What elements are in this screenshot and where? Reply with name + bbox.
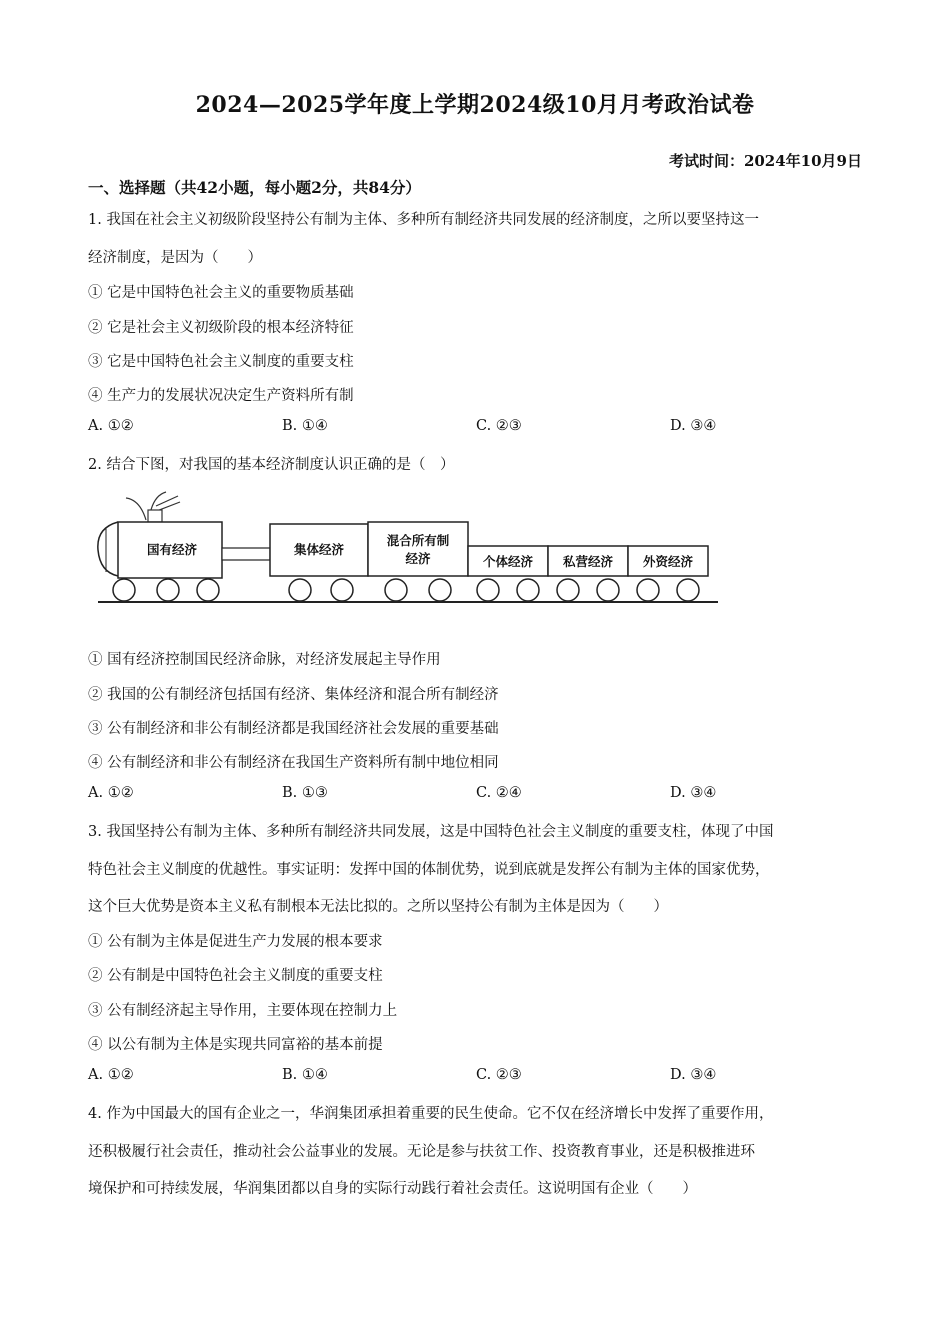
- q1-item: ② 它是社会主义初级阶段的根本经济特征: [88, 320, 354, 336]
- page-title: 2024—2025学年度上学期2024级10月月考政治试卷: [195, 92, 755, 118]
- q2-stem-line: 2. 结合下图，对我国的基本经济制度认识正确的是（ ）: [88, 457, 455, 473]
- option-c[interactable]: C. ②③: [476, 1067, 522, 1083]
- section-title: 一、选择题（共42小题，每小题2分，共84分）: [88, 178, 421, 197]
- car-label-collective: 集体经济: [293, 542, 345, 557]
- q2-item: ④ 公有制经济和非公有制经济在我国生产资料所有制中地位相同: [88, 755, 499, 771]
- q3-stem-line: 特色社会主义制度的优越性。事实证明：发挥中国的体制优势，说到底就是发挥公有制为主体的国家优势，: [88, 862, 770, 878]
- option-d[interactable]: D. ③④: [670, 1067, 717, 1083]
- q4-stem-line: 境保护和可持续发展，华润集团都以自身的实际行动践行着社会责任。这说明国有企业（ ）: [88, 1181, 697, 1197]
- option-b[interactable]: B. ①④: [282, 418, 328, 434]
- q3-stem-line: 这个巨大优势是资本主义私有制根本无法比拟的。之所以坚持公有制为主体是因为（ ）: [88, 899, 668, 915]
- wheels: [113, 579, 699, 601]
- option-b[interactable]: B. ①④: [282, 1067, 328, 1083]
- option-d[interactable]: D. ③④: [670, 785, 717, 801]
- car-label-individual: 个体经济: [482, 554, 534, 569]
- q3-stem-line: 3. 我国坚持公有制为主体、多种所有制经济共同发展，这是中国特色社会主义制度的重要支柱，体现了中国: [88, 824, 774, 840]
- q1-stem-line: 经济制度，是因为（ ）: [88, 250, 262, 266]
- q3-item: ② 公有制是中国特色社会主义制度的重要支柱: [88, 968, 383, 984]
- car-label-private: 私营经济: [562, 554, 614, 569]
- q2-item: ① 国有经济控制国民经济命脉，对经济发展起主导作用: [88, 652, 441, 668]
- car-label-mixed-1: 混合所有制: [386, 533, 450, 548]
- locomotive-front: [98, 522, 118, 576]
- pantograph: [126, 492, 180, 522]
- option-a[interactable]: A. ①②: [88, 1067, 134, 1083]
- q1-item: ④ 生产力的发展状况决定生产资料所有制: [88, 388, 354, 404]
- car-label-state: 国有经济: [146, 542, 198, 557]
- option-c[interactable]: C. ②④: [476, 785, 522, 801]
- q1-item: ① 它是中国特色社会主义的重要物质基础: [88, 285, 354, 301]
- q4-stem-line: 还积极履行社会责任，推动社会公益事业的发展。无论是参与扶贫工作、投资教育事业，还是积极推进环: [88, 1144, 755, 1160]
- q1-item: ③ 它是中国特色社会主义制度的重要支柱: [88, 354, 354, 370]
- car-mixed: [368, 522, 468, 576]
- option-d[interactable]: D. ③④: [670, 418, 717, 434]
- exam-time: 考试时间：2024年10月9日: [668, 152, 862, 170]
- q3-item: ① 公有制为主体是促进生产力发展的根本要求: [88, 934, 383, 950]
- option-c[interactable]: C. ②③: [476, 418, 522, 434]
- option-b[interactable]: B. ①③: [282, 785, 328, 801]
- q3-item: ③ 公有制经济起主导作用，主要体现在控制力上: [88, 1003, 398, 1019]
- q4-stem-line: 4. 作为中国最大的国有企业之一，华润集团承担着重要的民生使命。它不仅在经济增长中发挥了重要作用，: [88, 1106, 774, 1122]
- car-label-mixed-2: 经济: [405, 551, 431, 566]
- coupler: [222, 548, 270, 560]
- q1-stem-line: 1. 我国在社会主义初级阶段坚持公有制为主体、多种所有制经济共同发展的经济制度，之所以要坚持这一: [88, 212, 759, 228]
- car-label-foreign: 外资经济: [642, 554, 694, 569]
- q3-item: ④ 以公有制为主体是实现共同富裕的基本前提: [88, 1037, 383, 1053]
- q2-item: ③ 公有制经济和非公有制经济都是我国经济社会发展的重要基础: [88, 721, 499, 737]
- economy-train-figure: [96, 488, 720, 608]
- option-a[interactable]: A. ①②: [88, 785, 134, 801]
- q2-item: ② 我国的公有制经济包括国有经济、集体经济和混合所有制经济: [88, 687, 499, 703]
- option-a[interactable]: A. ①②: [88, 418, 134, 434]
